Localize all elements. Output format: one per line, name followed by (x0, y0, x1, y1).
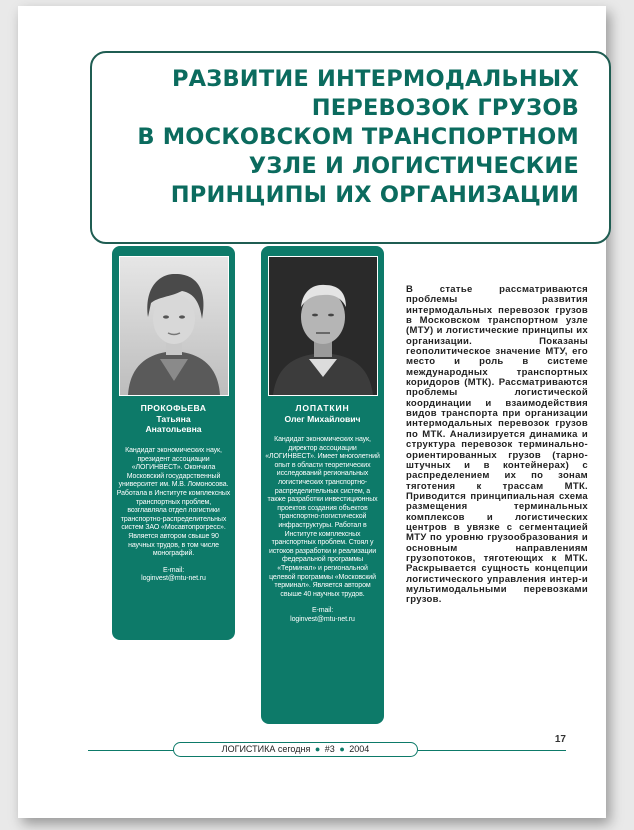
author-bio (265, 436, 380, 624)
man-portrait-photo (269, 257, 377, 395)
bullet-dot-icon: ● (339, 744, 345, 754)
author-given-name: Олег Михайлович (284, 413, 361, 424)
author-bio-text: Кандидат экономических наук, президент ассоциации «ЛОГИНВЕСТ». Окончила Московский государственный университет им. М.В. Ломоносова. Работала в Институте комплексных транспортных проблем, возглавляла отдел логистики транспортно-распределительных систем ЗАО «Мосавтопрогресс». Является автором свыше 90 научных трудов, в том числе монографий. (116, 447, 231, 558)
author-photo (119, 256, 229, 396)
article-abstract: В статье рассматриваются проблемы развития интермодальных перевозок грузов в Московском транспортном узле (МТУ) и логистические принципы их организации. Показаны геополитическое значение МТУ, его место и роль в системе международных транспортных коридоров (МТК). Рассматриваются проблемы логистической координации и взаимодействия видов транспорта при организации интермодальных перевозок грузов по МТК. Анализируется динамика и структура перевозок терминально-ориентированных грузов (тарно-штучных и в контейнерах) с распределением их по зонам тяготения к трассам МТК. Приводится принципиальная схема размещения терминальных комплексов и логистических центров в увязке с сегментацией МТУ по уровню грузообразования и основным направлениям грузопотоков, тяготеющих к МТК. Раскрывается сущность концепции логистического управления интер-и мультимодальными перевозками грузов. (406, 284, 588, 606)
author-email (265, 607, 380, 624)
title-frame (90, 51, 611, 244)
journal-name: ЛОГИСТИКА сегодня (221, 744, 311, 754)
email-address: loginvest@mtu-net.ru (141, 575, 206, 583)
journal-footer (173, 742, 418, 757)
footer-rule-left (88, 750, 174, 751)
title-line: РАЗВИТИЕ ИНТЕРМОДАЛЬНЫХ (171, 66, 579, 92)
email-label: E-mail: (162, 566, 185, 574)
author-patronymic: Анатольевна (145, 424, 202, 434)
issue-year: 2004 (349, 744, 370, 754)
title-line: В МОСКОВСКОМ ТРАНСПОРТНОМ (137, 124, 579, 150)
author-bio-text: Кандидат экономических наук, директор ассоциации «ЛОГИНВЕСТ». Имеет многолетний опыт в области теоретических исследований региональных логистических транспортно-распределительных систем, а также разработки инвестиционных проектов создания объектов транспортно-логистической инфраструктуры. Работал в Институте комплексных транспортных проблем. Стоял у истоков разработки и реализации федеральной программы «Терминал» и региональной целевой программы «Московский терминал». Является автором свыше 40 научных трудов. (265, 436, 380, 598)
page-number: 17 (554, 734, 566, 745)
author-email (116, 567, 231, 584)
author-name (116, 403, 231, 435)
footer-rule-right (418, 750, 566, 751)
email-address: loginvest@mtu-net.ru (290, 615, 355, 623)
author-given-name: Татьяна (156, 413, 191, 424)
author-bio (116, 447, 231, 584)
title-line: ПРИНЦИПЫ ИХ ОРГАНИЗАЦИИ (170, 182, 579, 208)
woman-portrait-photo (120, 257, 228, 395)
bullet-dot-icon: ● (314, 744, 321, 754)
author-surname: ПРОКОФЬЕВА (140, 403, 207, 413)
author-card-prokofieva (112, 246, 235, 640)
author-card-lopatkin (261, 246, 384, 724)
email-label: E-mail: (311, 607, 334, 615)
author-name (265, 403, 380, 424)
issue-number: #3 (324, 744, 335, 754)
article-title (109, 65, 579, 210)
author-photo (268, 256, 378, 396)
title-line: ПЕРЕВОЗОК ГРУЗОВ (311, 95, 579, 121)
author-surname: ЛОПАТКИН (295, 403, 350, 413)
title-line: УЗЛЕ И ЛОГИСТИЧЕСКИЕ (248, 153, 579, 179)
